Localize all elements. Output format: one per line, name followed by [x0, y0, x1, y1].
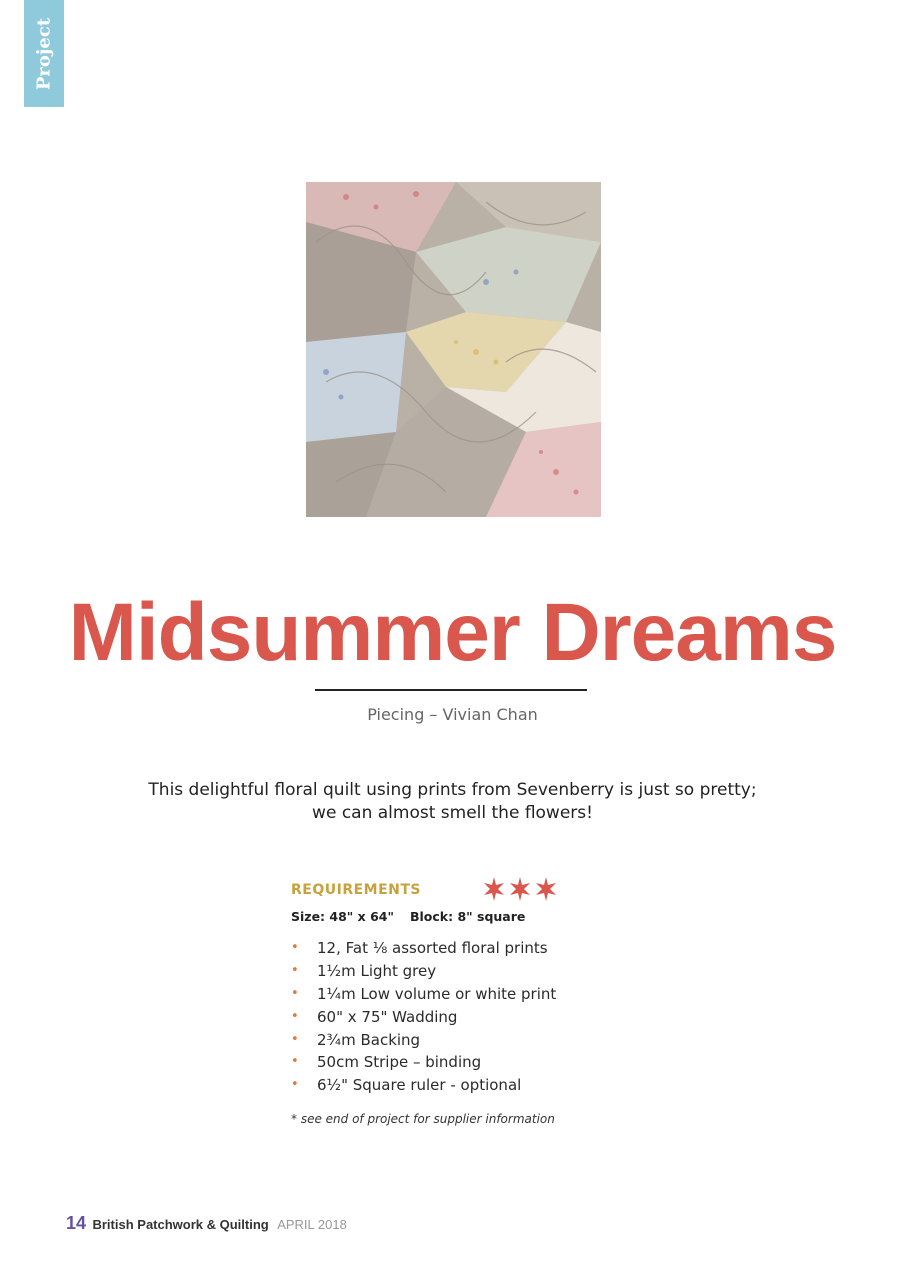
list-item: • 12, Fat ⅛ assorted floral prints: [291, 939, 548, 957]
section-tab-label: Project: [33, 17, 55, 90]
requirements-heading: REQUIREMENTS: [291, 882, 422, 898]
bullet-icon: •: [291, 1077, 299, 1093]
bullet-icon: •: [291, 940, 299, 955]
block-size: Block: 8" square: [409, 909, 526, 924]
page-number: 14: [66, 1213, 87, 1233]
bullet-icon: •: [291, 1008, 299, 1024]
page-footer: [66, 1213, 347, 1234]
star-icon: [484, 877, 504, 901]
article-title: Midsummer Dreams: [68, 587, 837, 678]
difficulty-rating: [483, 875, 563, 903]
section-tab: [24, 0, 64, 107]
requirements-list: [291, 937, 556, 1097]
bullet-icon: •: [291, 1054, 299, 1070]
list-item: • 1¼m Low volume or white print: [291, 984, 557, 1003]
bullet-icon: •: [291, 985, 299, 1001]
designer-credit: Piecing – Vivian Chan: [367, 705, 538, 724]
quilt-image: [306, 182, 601, 517]
star-icon: [536, 877, 556, 901]
list-item: • 2¾m Backing: [291, 1030, 421, 1049]
star-icon: [510, 877, 530, 901]
list-item: • 50cm Stripe – binding: [291, 1053, 482, 1072]
title-divider: [315, 689, 587, 691]
list-item: • 6½" Square ruler - optional: [291, 1076, 522, 1095]
quilt-photo: [306, 182, 601, 517]
difficulty-stars: [483, 875, 563, 903]
list-item: • 1½m Light grey: [291, 961, 437, 980]
quilt-size: Size: 48" x 64": [291, 909, 394, 924]
bullet-icon: •: [291, 962, 299, 978]
intro-line-2: we can almost smell the flowers!: [312, 803, 593, 823]
bullet-icon: •: [291, 1031, 299, 1047]
supplier-note: * see end of project for supplier information: [291, 1112, 555, 1126]
list-item: • 60" x 75" Wadding: [291, 1007, 458, 1026]
intro-line-1: This delightful floral quilt using prints from Sevenberry is just so pretty;: [148, 780, 757, 800]
issue-date: APRIL 2018: [277, 1217, 347, 1232]
size-info: [291, 909, 525, 924]
magazine-name: British Patchwork & Quilting: [92, 1217, 269, 1232]
intro-text: [0, 779, 905, 825]
